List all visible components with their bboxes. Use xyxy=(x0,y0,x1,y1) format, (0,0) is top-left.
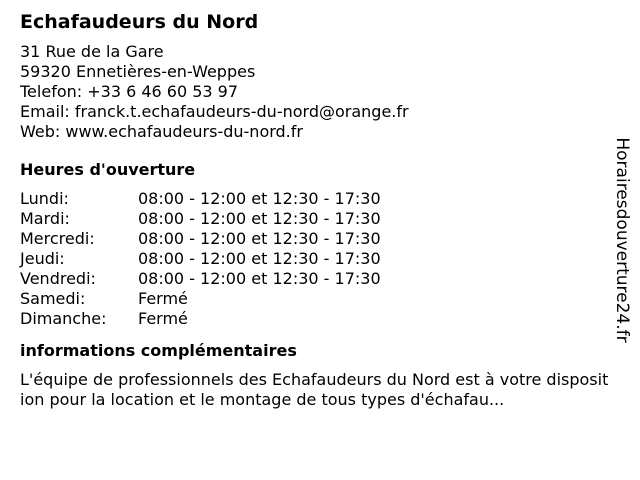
day-hours: Fermé xyxy=(138,309,188,328)
city-address: 59320 Ennetières-en-Weppes xyxy=(20,62,256,81)
day-label: Samedi: xyxy=(20,289,86,308)
hours-row-monday xyxy=(20,189,610,209)
hours-row-sunday xyxy=(20,309,610,329)
day-hours: Fermé xyxy=(138,289,188,308)
hours-row-wednesday xyxy=(20,229,610,249)
business-name: Echafaudeurs du Nord xyxy=(20,11,259,33)
day-label: Jeudi: xyxy=(20,249,65,268)
day-hours: 08:00 - 12:00 et 12:30 - 17:30 xyxy=(138,269,381,288)
email-address: Email: franck.t.echafaudeurs-du-nord@orange.fr xyxy=(20,102,409,121)
street-address: 31 Rue de la Gare xyxy=(20,42,164,61)
day-label: Mardi: xyxy=(20,209,70,228)
day-label: Dimanche: xyxy=(20,309,107,328)
content-area xyxy=(20,10,610,410)
day-label: Vendredi: xyxy=(20,269,96,288)
day-label: Mercredi: xyxy=(20,229,95,248)
day-hours: 08:00 - 12:00 et 12:30 - 17:30 xyxy=(138,249,381,268)
day-hours: 08:00 - 12:00 et 12:30 - 17:30 xyxy=(138,229,381,248)
website-url: Web: www.echafaudeurs-du-nord.fr xyxy=(20,122,303,141)
hours-heading: Heures d'ouverture xyxy=(20,160,196,179)
hours-table xyxy=(20,189,610,329)
day-hours: 08:00 - 12:00 et 12:30 - 17:30 xyxy=(138,209,381,228)
hours-row-friday xyxy=(20,269,610,289)
phone-number: Telefon: +33 6 46 60 53 97 xyxy=(20,82,239,101)
day-label: Lundi: xyxy=(20,189,69,208)
hours-row-saturday xyxy=(20,289,610,309)
hours-row-thursday xyxy=(20,249,610,269)
day-hours: 08:00 - 12:00 et 12:30 - 17:30 xyxy=(138,189,381,208)
site-watermark: Horairesdouverture24.fr xyxy=(612,137,632,343)
hours-row-tuesday xyxy=(20,209,610,229)
address-block xyxy=(20,42,610,142)
info-description: L'équipe de professionnels des Echafaudeurs du Nord est à votre disposition pour la location et le montage de tous types d'échafau... xyxy=(20,370,609,409)
info-heading: informations complémentaires xyxy=(20,341,297,360)
